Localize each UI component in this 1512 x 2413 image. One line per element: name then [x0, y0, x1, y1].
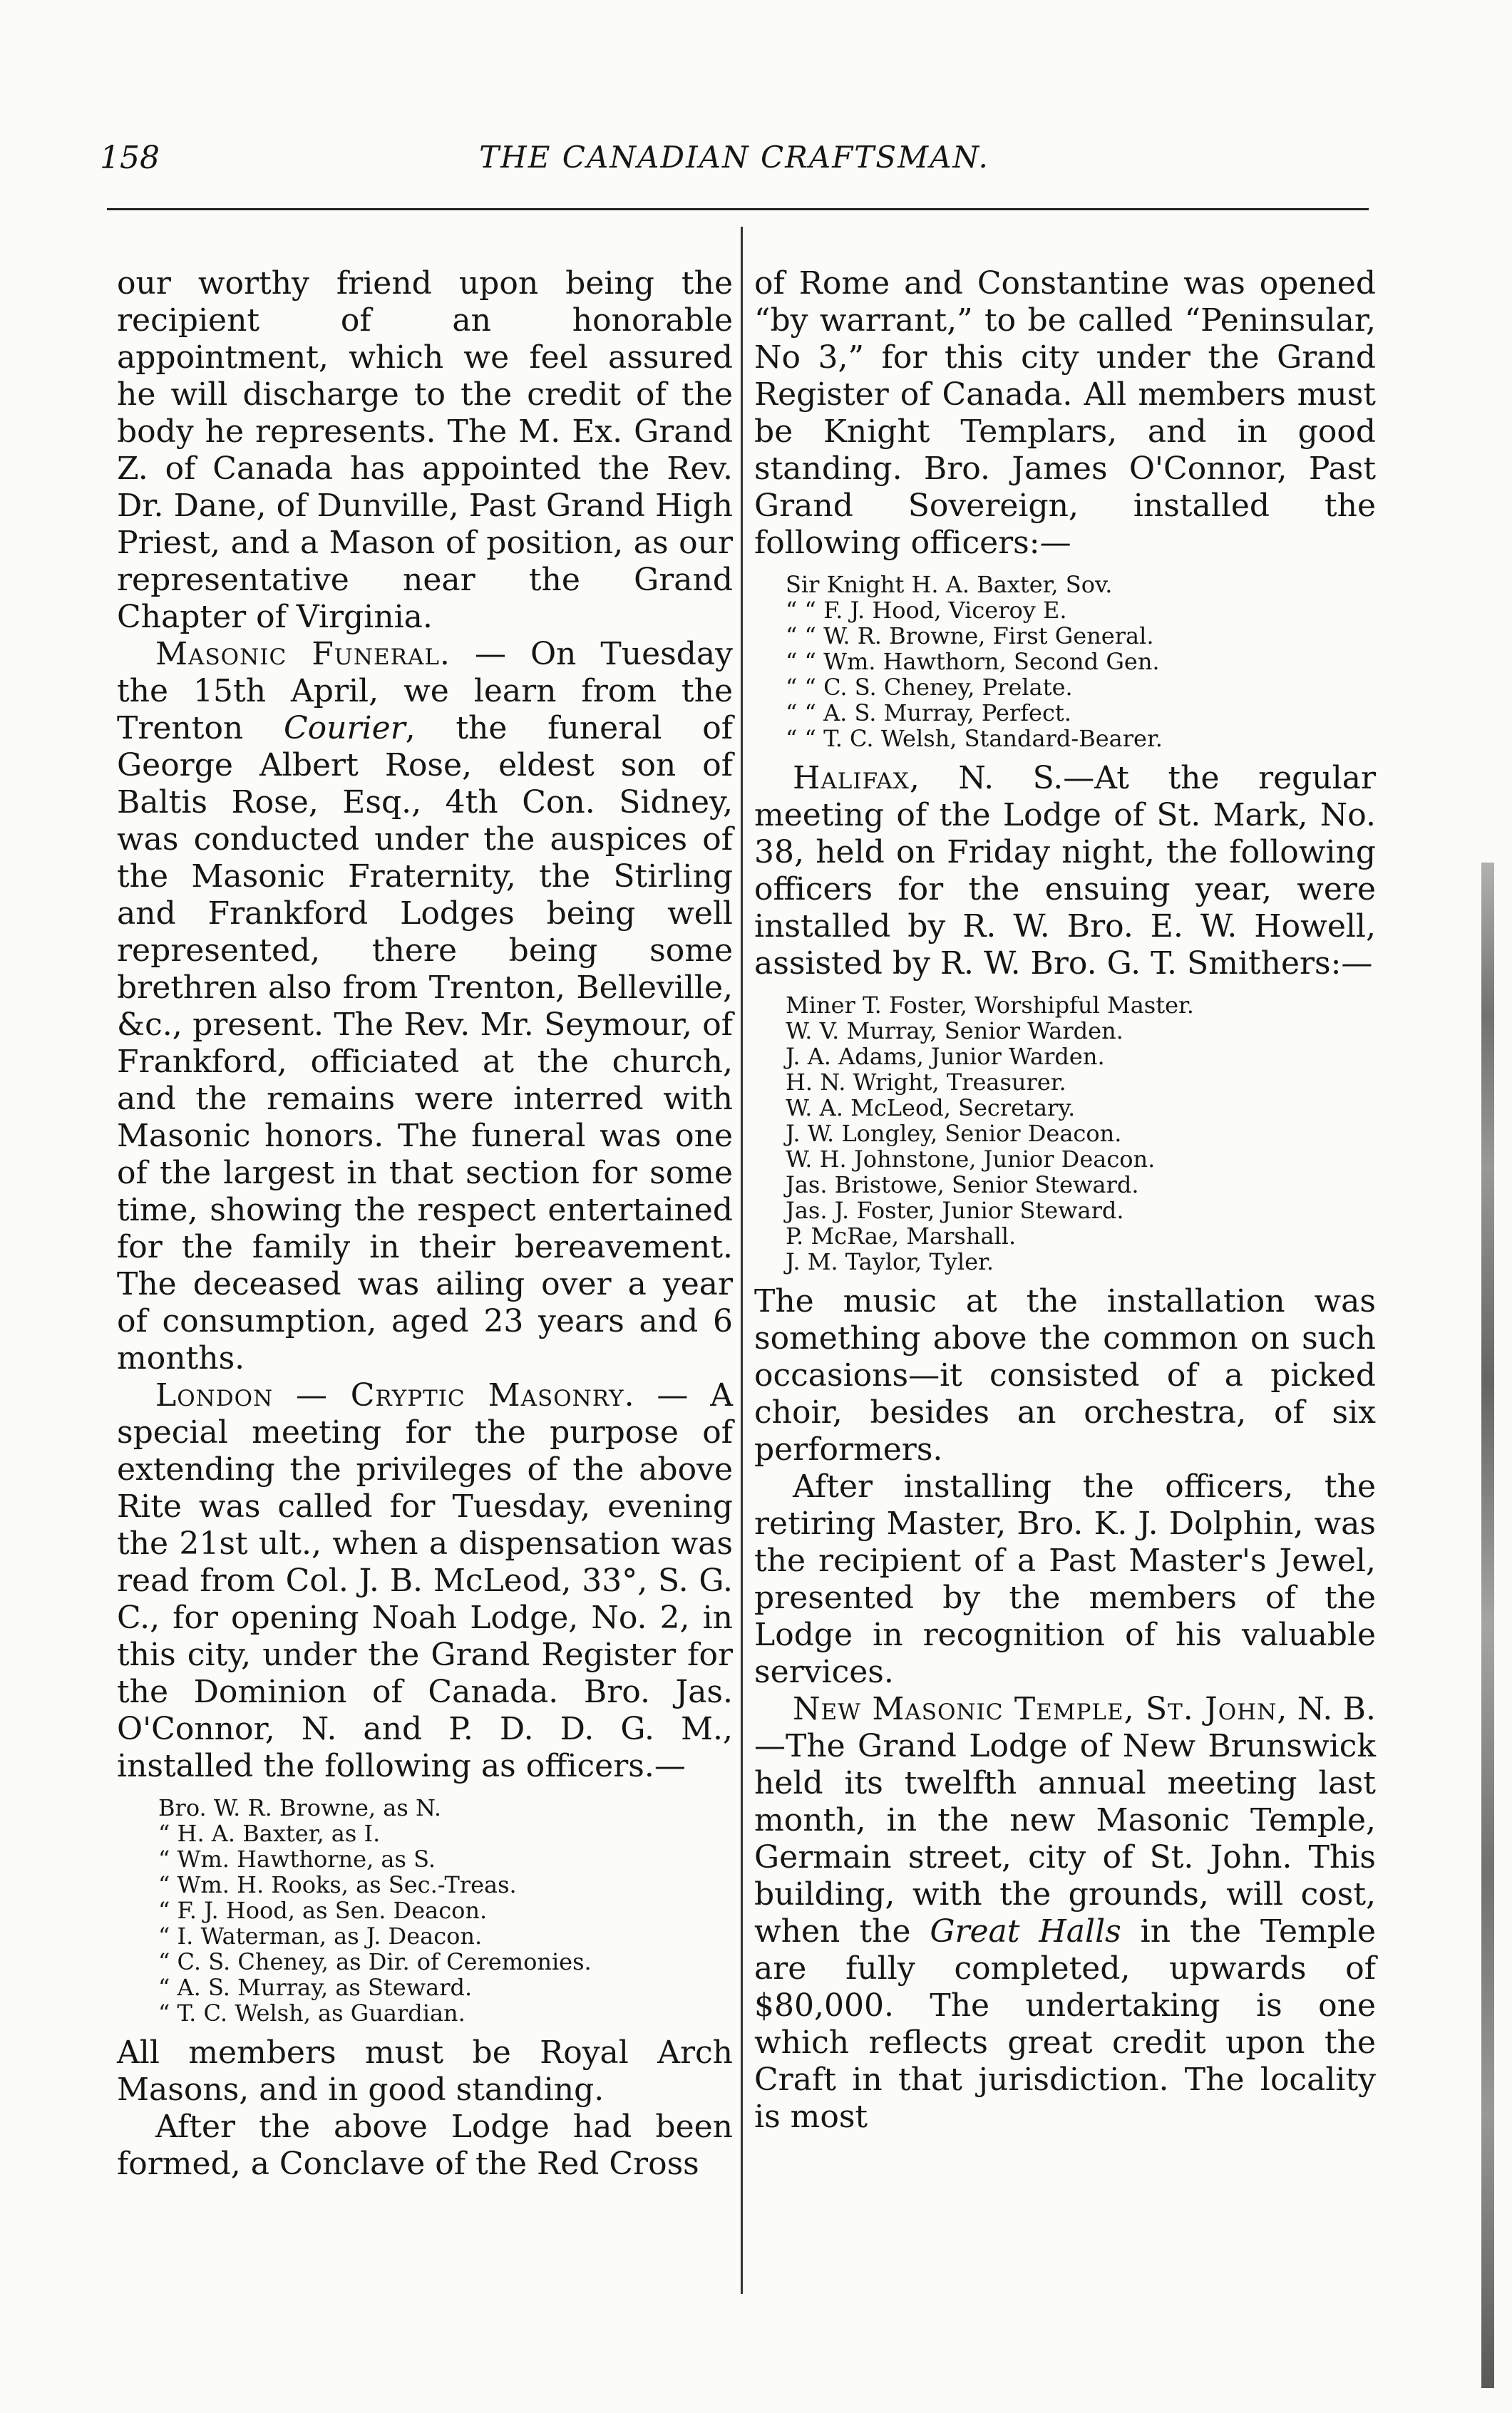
- list-item: P. McRae, Marshall.: [786, 1223, 1017, 1250]
- list-item: “ I. Waterman, as J. Deacon.: [158, 1923, 483, 1950]
- list-item: “ “ C. S. Cheney, Prelate.: [786, 674, 1073, 701]
- cryptic-masonry-heading: London — Cryptic Masonry.: [155, 1377, 635, 1414]
- page-header: [100, 140, 1369, 204]
- halifax-heading: Halifax: [793, 760, 910, 796]
- past-master-paragraph: After installing the officers, the retiring Master, Bro. K. J. Dolphin, was the recipient of a Past Master's Jewel, presented by the members of the Lodge in recognition of his valuable services.: [754, 1468, 1376, 1690]
- list-item: Jas. J. Foster, Junior Steward.: [786, 1197, 1124, 1224]
- list-item: “ H. A. Baxter, as I.: [158, 1820, 381, 1847]
- left-column: [117, 265, 733, 2183]
- cryptic-masonry-paragraph: [117, 1377, 733, 1785]
- masonic-funeral-paragraph: [117, 636, 733, 1377]
- list-item: “ A. S. Murray, as Steward.: [158, 1974, 473, 2001]
- new-masonic-temple-text: , N. B.—The Grand Lodge of New Brunswick held its twelfth annual meeting last month, in the new Masonic Temple, Germain street, city of St. John. This building, with the grounds, will cost, when the: [754, 1691, 1377, 1950]
- page-number: 158: [100, 140, 160, 176]
- trenton-courier: Courier: [284, 710, 406, 746]
- list-item: J. W. Longley, Senior Deacon.: [786, 1120, 1122, 1147]
- music-paragraph: The music at the installation was something above the common on such occasions—it consisted of a picked choir, besides an orchestra, of six performers.: [754, 1283, 1376, 1468]
- masonic-funeral-heading: Masonic Funeral.: [155, 636, 451, 672]
- list-item: “ “ Wm. Hawthorn, Second Gen.: [786, 648, 1160, 675]
- header-rule: [107, 208, 1369, 210]
- masonic-funeral-text: — On Tuesday the 15th April, we learn from the Trenton: [117, 636, 733, 746]
- peninsular-paragraph: of Rome and Constantine was opened “by warrant,” to be called “Peninsular, No 3,” for this city under the Grand Register of Canada. All members must be Knight Templars, and in good standing. Bro. James O'Connor, Past Grand Sovereign, installed the following officers:—: [754, 265, 1376, 561]
- list-item: “ “ A. S. Murray, Perfect.: [786, 699, 1071, 726]
- scan-edge-mark: [1481, 863, 1494, 2388]
- list-item: Jas. Bristowe, Senior Steward.: [786, 1171, 1139, 1198]
- great-halls: Great Halls: [930, 1913, 1121, 1950]
- column-divider: [741, 227, 743, 2294]
- list-item: “ “ F. J. Hood, Viceroy E.: [786, 597, 1067, 624]
- list-item: Bro. W. R. Browne, as N.: [158, 1794, 442, 1821]
- right-column: [754, 265, 1376, 2136]
- list-item: “ Wm. Hawthorne, as S.: [158, 1846, 436, 1873]
- new-masonic-temple-rest: in the Temple are fully completed, upwards of $80,000. The undertaking is one which reflects great credit upon the Craft in that jurisdiction. The locality is most: [754, 1913, 1376, 2135]
- royal-arch-paragraph: All members must be Royal Arch Masons, and in good standing.: [117, 2034, 733, 2108]
- cryptic-officers-list: [158, 1795, 733, 2026]
- list-item: “ Wm. H. Rooks, as Sec.-Treas.: [158, 1871, 517, 1898]
- halifax-text: , N. S.—At the regular meeting of the Lodge of St. Mark, No. 38, held on Friday night, the following officers for the ensuing year, were installed by R. W. Bro. E. W. Howell, assisted by R. W. Bro. G. T. Smithers:—: [754, 760, 1376, 982]
- list-item: “ “ W. R. Browne, First General.: [786, 622, 1154, 649]
- intro-paragraph: our worthy friend upon being the recipient of an honorable appointment, which we feel assured he will discharge to the credit of the body he represents. The M. Ex. Grand Z. of Canada has appointed the Rev. Dr. Dane, of Dunville, Past Grand High Priest, and a Mason of position, as our representative near the Grand Chapter of Virginia.: [117, 265, 733, 635]
- halifax-paragraph: [754, 760, 1376, 982]
- list-item: W. H. Johnstone, Junior Deacon.: [786, 1146, 1156, 1173]
- list-item: H. N. Wright, Treasurer.: [786, 1069, 1066, 1096]
- masonic-funeral-rest: , the funeral of George Albert Rose, eldest son of Baltis Rose, Esq., 4th Con. Sidney, was conducted under the auspices of the Masonic Fraternity, the Stirling and Frankford Lodges being well represented, there being some brethren also from Trenton, Belleville, &c., present. The Rev. Mr. Seymour, of Frankford, officiated at the church, and the remains were interred with Masonic honors. The funeral was one of the largest in that section for some time, showing the respect entertained for the family in their bereavement. The deceased was ailing over a year of consumption, aged 23 years and 6 months.: [117, 710, 733, 1377]
- list-item: Miner T. Foster, Worshipful Master.: [786, 992, 1194, 1019]
- list-item: “ T. C. Welsh, as Guardian.: [158, 2000, 466, 2027]
- list-item: W. A. McLeod, Secretary.: [786, 1094, 1076, 1121]
- cryptic-masonry-text: — A special meeting for the purpose of extending the privileges of the above Rite was called for Tuesday, evening the 21st ult., when a dispensation was read from Col. J. B. McLeod, 33°, S. G. C., for opening Noah Lodge, No. 2, in this city, under the Grand Register for the Dominion of Canada. Bro. Jas. O'Connor, N. and P. D. D. G. M., installed the following as officers.—: [117, 1377, 733, 1784]
- knights-list: [786, 572, 1376, 751]
- list-item: J. M. Taylor, Tyler.: [786, 1248, 994, 1275]
- list-item: W. V. Murray, Senior Warden.: [786, 1017, 1123, 1044]
- new-masonic-temple-paragraph: [754, 1691, 1376, 2136]
- list-item: “ “ T. C. Welsh, Standard-Bearer.: [786, 725, 1163, 752]
- list-item: J. A. Adams, Junior Warden.: [786, 1043, 1105, 1070]
- list-item: Sir Knight H. A. Baxter, Sov.: [786, 571, 1113, 598]
- new-masonic-temple-heading: New Masonic Temple, St. John: [793, 1691, 1277, 1727]
- halifax-officers-list: [786, 992, 1376, 1275]
- conclave-paragraph: After the above Lodge had been formed, a Conclave of the Red Cross: [117, 2109, 733, 2182]
- running-title: THE CANADIAN CRAFTSMAN.: [479, 140, 989, 175]
- list-item: “ C. S. Cheney, as Dir. of Ceremonies.: [158, 1948, 592, 1975]
- list-item: “ F. J. Hood, as Sen. Deacon.: [158, 1897, 488, 1924]
